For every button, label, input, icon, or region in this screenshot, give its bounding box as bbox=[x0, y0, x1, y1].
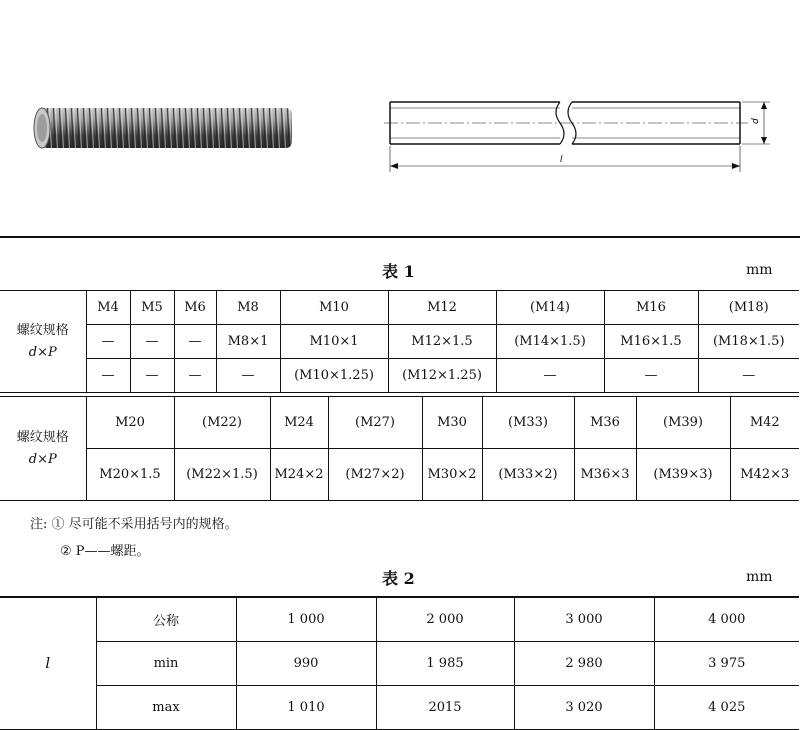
spec-cell: (M27×2) bbox=[328, 449, 422, 501]
value-cell: 1 985 bbox=[376, 641, 514, 685]
table2-caption: 表 2 bbox=[382, 569, 415, 588]
spec-header: (M14) bbox=[496, 291, 604, 325]
value-cell: 3 000 bbox=[514, 597, 654, 641]
spec-header: M42 bbox=[730, 397, 799, 449]
note-1: ① 尽可能不采用括号内的规格。 bbox=[51, 517, 238, 532]
value-cell: 990 bbox=[236, 641, 376, 685]
spec-header: M20 bbox=[86, 397, 174, 449]
spec-cell: M30×2 bbox=[422, 449, 482, 501]
spec-cell: — bbox=[130, 325, 174, 359]
notes bbox=[30, 513, 238, 532]
spec-header: (M22) bbox=[174, 397, 270, 449]
length-label: l bbox=[560, 155, 563, 165]
thread-spec-header-line1: 螺纹规格 bbox=[16, 429, 69, 445]
section-rule bbox=[0, 236, 800, 238]
spec-header: M36 bbox=[574, 397, 636, 449]
notes-label: 注: bbox=[30, 517, 48, 532]
value-cell: 4 025 bbox=[654, 685, 799, 729]
rod-dimension-drawing bbox=[384, 90, 776, 174]
value-cell: 4 000 bbox=[654, 597, 799, 641]
row-label: 公称 bbox=[96, 597, 236, 641]
thread-spec-header-line1: 螺纹规格 bbox=[16, 322, 69, 338]
table1-block1 bbox=[0, 290, 799, 393]
value-cell: 1 000 bbox=[236, 597, 376, 641]
spec-header: M30 bbox=[422, 397, 482, 449]
spec-cell: — bbox=[604, 359, 698, 393]
spec-cell: — bbox=[496, 359, 604, 393]
spec-cell: (M39×3) bbox=[636, 449, 730, 501]
thread-spec-header-2 bbox=[0, 397, 86, 501]
spec-header: (M33) bbox=[482, 397, 574, 449]
spec-header: M16 bbox=[604, 291, 698, 325]
spec-cell: M8×1 bbox=[216, 325, 280, 359]
spec-cell: — bbox=[86, 325, 130, 359]
spec-cell: (M12×1.25) bbox=[388, 359, 496, 393]
thread-spec-header bbox=[0, 291, 86, 393]
table1-unit: mm bbox=[746, 262, 773, 278]
spec-cell: (M33×2) bbox=[482, 449, 574, 501]
spec-cell: (M10×1.25) bbox=[280, 359, 388, 393]
row-label: min bbox=[96, 641, 236, 685]
spec-header: M24 bbox=[270, 397, 328, 449]
value-cell: 2 980 bbox=[514, 641, 654, 685]
thread-spec-header-line2: d×P bbox=[28, 344, 57, 360]
spec-cell: — bbox=[174, 359, 216, 393]
spec-cell: — bbox=[698, 359, 799, 393]
spec-header: M4 bbox=[86, 291, 130, 325]
spec-cell: (M22×1.5) bbox=[174, 449, 270, 501]
spec-header: (M39) bbox=[636, 397, 730, 449]
diameter-label: d bbox=[751, 118, 761, 124]
value-cell: 1 010 bbox=[236, 685, 376, 729]
spec-cell: — bbox=[130, 359, 174, 393]
note-2: ② P——螺距。 bbox=[60, 544, 150, 559]
spec-cell: M24×2 bbox=[270, 449, 328, 501]
spec-cell: (M14×1.5) bbox=[496, 325, 604, 359]
spec-cell: M16×1.5 bbox=[604, 325, 698, 359]
spec-cell: — bbox=[216, 359, 280, 393]
value-cell: 3 020 bbox=[514, 685, 654, 729]
spec-cell: M36×3 bbox=[574, 449, 636, 501]
spec-header: (M27) bbox=[328, 397, 422, 449]
spec-header: M10 bbox=[280, 291, 388, 325]
length-row-header: l bbox=[0, 597, 96, 729]
table1-caption: 表 1 bbox=[382, 262, 415, 281]
spec-cell: — bbox=[174, 325, 216, 359]
thread-spec-header-line2: d×P bbox=[28, 451, 57, 467]
table2-unit: mm bbox=[746, 569, 773, 585]
spec-cell: M42×3 bbox=[730, 449, 799, 501]
spec-cell: M10×1 bbox=[280, 325, 388, 359]
spec-cell: M12×1.5 bbox=[388, 325, 496, 359]
spec-header: M5 bbox=[130, 291, 174, 325]
table2 bbox=[0, 596, 799, 730]
spec-cell: M20×1.5 bbox=[86, 449, 174, 501]
value-cell: 2015 bbox=[376, 685, 514, 729]
spec-header: (M18) bbox=[698, 291, 799, 325]
row-label: max bbox=[96, 685, 236, 729]
spec-cell: — bbox=[86, 359, 130, 393]
spec-header: M6 bbox=[174, 291, 216, 325]
spec-header: M12 bbox=[388, 291, 496, 325]
spec-header: M8 bbox=[216, 291, 280, 325]
spec-cell: (M18×1.5) bbox=[698, 325, 799, 359]
threaded-rod-photo bbox=[28, 100, 296, 160]
value-cell: 3 975 bbox=[654, 641, 799, 685]
value-cell: 2 000 bbox=[376, 597, 514, 641]
table1-block2 bbox=[0, 396, 799, 501]
